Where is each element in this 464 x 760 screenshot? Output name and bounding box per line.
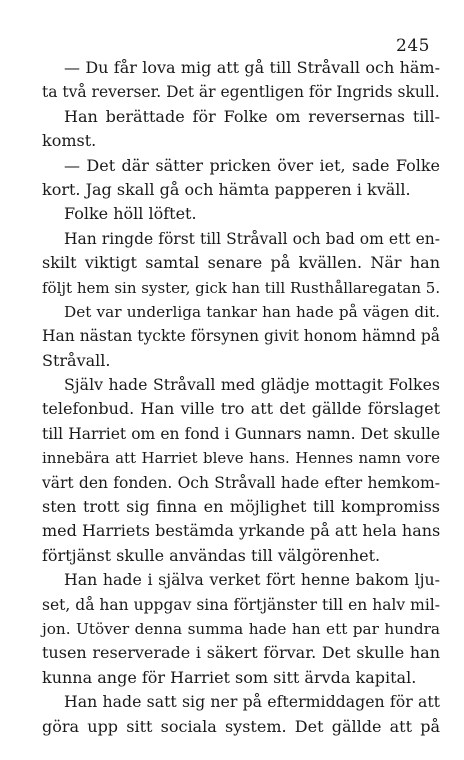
text-line: följt hem sin syster, gick han till Rusthållaregatan 5. xyxy=(42,278,441,297)
text-line: göra upp sitt sociala system. Det gällde att på xyxy=(42,716,440,736)
text-line: Han nästan tyckte försynen givit honom hämnd på xyxy=(42,327,440,346)
text-line: innebära att Harriet bleve hans. Hennes namn vore xyxy=(42,449,440,468)
text-line: set, då han uppgav sina förtjänster till en halv mil- xyxy=(42,595,440,614)
text-line: Stråvall. xyxy=(42,350,111,370)
text-line: jon. Utöver denna summa hade han ett par hundra xyxy=(42,619,440,638)
text-line: kunna ange för Harriet som sitt ärvda kapital. xyxy=(42,667,417,687)
text-line: förtjänst skulle användas till välgörenhet. xyxy=(42,545,381,565)
text-line: till Harriet om en fond i Gunnars namn. Det skulle xyxy=(42,424,440,443)
text-line: Han berättade för Folke om reversernas till- xyxy=(64,106,440,126)
text-line: komst. xyxy=(42,131,97,151)
text-line: Folke höll löftet. xyxy=(64,204,197,224)
text-line: Det var underliga tankar han hade på vägen dit. xyxy=(64,302,440,321)
text-line: — Det där sätter pricken över iet, sade Folke xyxy=(64,155,440,175)
text-line: ta två reverser. Det är egentligen för Ingrids skull. xyxy=(42,83,440,102)
text-line: Han hade i själva verket fört henne bakom lju- xyxy=(64,570,440,590)
text-line: kort. Jag skall gå och hämta papperen i kväll. xyxy=(42,179,411,199)
page-number: 245 xyxy=(396,36,430,56)
text-line: Han hade satt sig ner på eftermiddagen för att xyxy=(64,692,440,712)
text-line: Han ringde först till Stråvall och bad om ett en- xyxy=(64,229,440,248)
text-line: telefonbud. Han ville tro att det gällde förslaget xyxy=(42,399,440,419)
text-line: — Du får lova mig att gå till Stråvall och häm- xyxy=(64,58,440,77)
text-line: Själv hade Stråvall med glädje mottagit Folkes xyxy=(64,375,440,395)
text-line: sten trott sig finna en möjlighet till kompromiss xyxy=(42,497,440,517)
text-line: med Harriets bestämda yrkande på att hela hans xyxy=(42,521,441,541)
text-line: värt den fonden. Och Stråvall hade efter hemkom- xyxy=(42,473,440,492)
body-text xyxy=(42,56,440,739)
text-line: tusen reserverade i säkert förvar. Det skulle han xyxy=(42,643,440,663)
text-line: skilt viktigt samtal senare på kvällen. När han xyxy=(42,253,440,273)
